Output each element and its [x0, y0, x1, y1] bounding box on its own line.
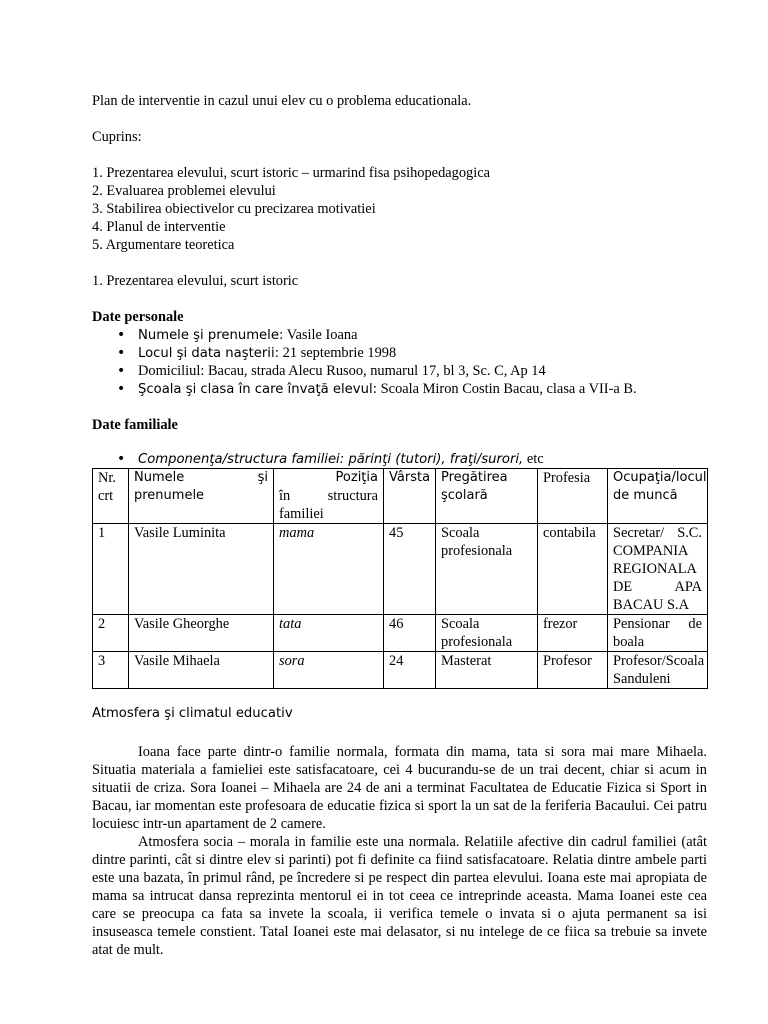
list-item: [92, 450, 707, 468]
list-item: [92, 326, 707, 344]
cell-ocupatia: Pensionar de boala: [608, 615, 708, 652]
header-pozitia: [274, 469, 384, 524]
header-pozitia-l3: familiei: [279, 506, 324, 522]
header-profesia: Profesia: [538, 469, 608, 524]
table-row: [93, 524, 708, 615]
cell-ocupatia: Secretar/ S.C. COMPANIA REGIONALA DE APA BACAU S.A: [608, 524, 708, 615]
componenta-label: Componenţa/structura familiei: părinţi (tutori), fraţi/surori,: [138, 452, 524, 467]
header-ocupatia: Ocupaţia/locul de muncă: [608, 469, 708, 524]
cell-pregatirea: Scoala profesionala: [436, 524, 538, 615]
header-pozitia-in: în: [279, 488, 291, 504]
item-label: Numele şi prenumele:: [138, 328, 284, 343]
cell-varsta: 45: [384, 524, 436, 615]
header-varsta: Vârsta: [384, 469, 436, 524]
paragraph: Atmosfera socia – morala in familie este una normala. Relatiile afective din cadrul familiei (atât dintre parinti, cât si dintre elev si parinti) pot fi definite ca fiind satisfacatoare. Relatia dintre ambele parti este una bazata, în primul rând, pe încredere si pe respect din partea elevului. Ioana este mai apropiata de mama sa intrucat dansa reprezinta mentorul ei in tot ceea ce intreprinde aceasta. Mama Ioanei este cea care se preocupa ca fata sa invete la scoala, ii verifica temele o invata si o ajuta permanent sa isi insuseasca temele constient. Tatal Ioanei este mai delasator, si nu intelege de ce fiica sa trebuie sa invete atat de mult.: [92, 834, 707, 958]
item-label: Domiciliul:: [138, 363, 205, 379]
date-personale-list: [92, 326, 707, 398]
list-item: [92, 344, 707, 362]
item-value: Scoala Miron Costin Bacau, clasa a VII-a B.: [377, 381, 637, 397]
cell-ocupatia: Profesor/Scoala Sanduleni: [608, 652, 708, 689]
table-row: [93, 652, 708, 689]
header-nume: [129, 469, 274, 524]
header-nume-line2: prenumele: [134, 488, 205, 503]
componenta-list: [92, 450, 707, 468]
date-personale-heading: Date personale: [92, 309, 184, 325]
table-row: [93, 615, 708, 652]
cuprins-label: Cuprins:: [92, 129, 142, 145]
toc-item: 4. Planul de interventie: [92, 219, 226, 235]
cell-profesia: frezor: [538, 615, 608, 652]
item-label: Şcoala şi clasa în care învaţă elevul:: [138, 382, 378, 397]
cell-varsta: 46: [384, 615, 436, 652]
cell-profesia: Profesor: [538, 652, 608, 689]
cell-nr: 1: [93, 524, 129, 615]
cell-pozitia: tata: [274, 615, 384, 652]
item-label: Locul şi data naşterii:: [138, 346, 280, 361]
date-familiale-heading: Date familiale: [92, 417, 178, 433]
toc-item: 3. Stabilirea obiectivelor cu precizarea motivatiei: [92, 201, 376, 217]
cell-nume: Vasile Mihaela: [129, 652, 274, 689]
cell-pozitia: sora: [274, 652, 384, 689]
paragraph: Ioana face parte dintr-o familie normala, formata din mama, tata si sora mai mare Mihaela. Situatia materiala a famieliei este satisfacatoare, cei 4 bucurandu-se de un trai decent, chiar si acum in situatii de criza. Sora Ioanei – Mihaela are 24 de ani a terminat Facultatea de Educatie Fizica si Sport in Bacau, iar momentan este profesoara de educatie fizica si sport la un sat de la feriferia Bacaului. Cei patru locuiesc intr-un apartament de 2 camere.: [92, 744, 707, 832]
cell-pregatirea: Masterat: [436, 652, 538, 689]
cell-nr: 2: [93, 615, 129, 652]
section-1-title: 1. Prezentarea elevului, scurt istoric: [92, 273, 299, 289]
header-nr: Nr. crt: [93, 469, 129, 524]
header-pozitia-structura: structura: [327, 488, 378, 504]
atmosfera-heading: Atmosfera şi climatul educativ: [92, 706, 293, 721]
list-item: [92, 362, 707, 380]
cell-nume: Vasile Gheorghe: [129, 615, 274, 652]
item-value: Vasile Ioana: [283, 327, 358, 343]
cell-pregatirea: Scoala profesionala: [436, 615, 538, 652]
cell-nr: 3: [93, 652, 129, 689]
toc-item: 1. Prezentarea elevului, scurt istoric – urmarind fisa psihopedagogica: [92, 165, 491, 181]
cell-nume: Vasile Luminita: [129, 524, 274, 615]
document-page: [92, 92, 707, 959]
componenta-suffix: etc: [523, 451, 544, 467]
toc-item: 2. Evaluarea problemei elevului: [92, 183, 276, 199]
family-table: [92, 468, 708, 689]
toc-item: 5. Argumentare teoretica: [92, 237, 235, 253]
list-item: [92, 380, 707, 398]
document-title: Plan de interventie in cazul unui elev cu o problema educationala.: [92, 93, 472, 109]
header-pregatirea: Pregătirea şcolară: [436, 469, 538, 524]
item-value: Bacau, strada Alecu Rusoo, numarul 17, bl 3, Sc. C, Ap 14: [204, 363, 546, 379]
item-value: 21 septembrie 1998: [279, 345, 397, 361]
header-pozitia-l1: Poziţia: [335, 470, 378, 485]
table-of-contents: [92, 164, 707, 254]
cell-profesia: contabila: [538, 524, 608, 615]
table-header-row: [93, 469, 708, 524]
cell-pozitia: mama: [274, 524, 384, 615]
header-nume-right: şi: [257, 470, 268, 485]
cell-varsta: 24: [384, 652, 436, 689]
header-nume-left: Numele: [134, 470, 185, 485]
